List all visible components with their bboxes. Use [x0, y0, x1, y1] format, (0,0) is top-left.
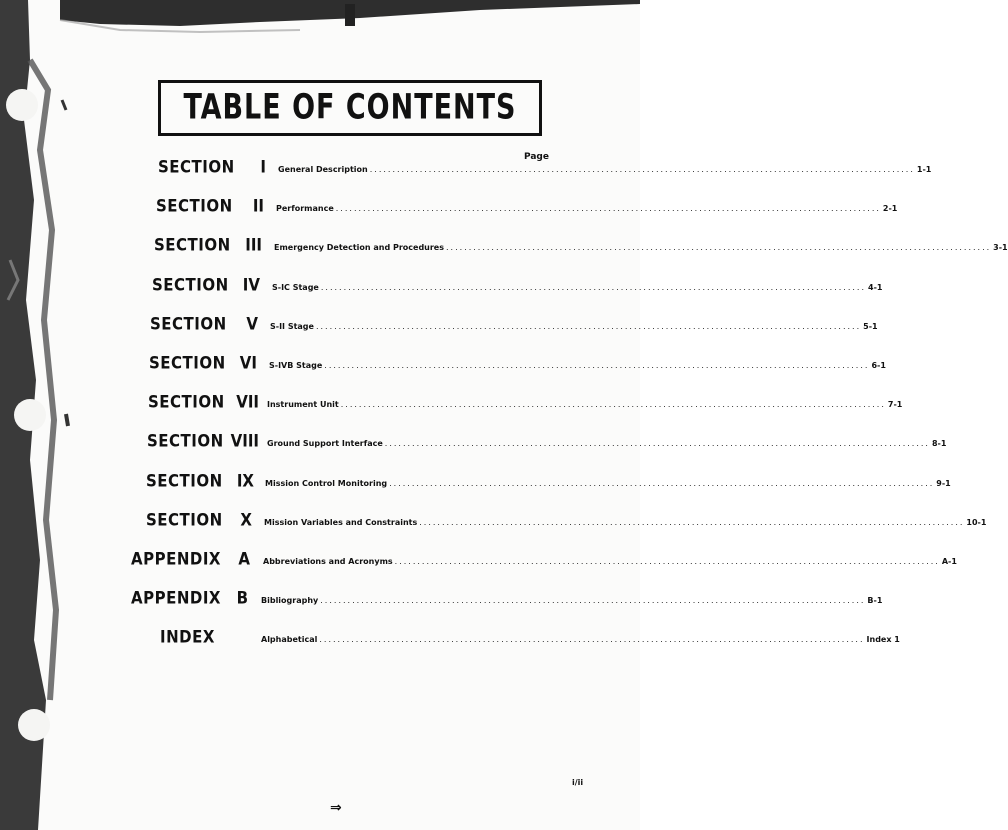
title-box [158, 80, 542, 136]
footer-arrow-mark: ⇒ [330, 800, 342, 816]
toc-entry-page: 7-1 [887, 400, 903, 409]
toc-entry-title: Mission Control Monitoring [265, 479, 388, 488]
toc-entry-kind: SECTION [158, 157, 235, 177]
dot-leader: ........................................................................................................................ [419, 518, 965, 527]
toc-entry-page: 1-1 [916, 165, 932, 174]
toc-entry-page: 2-1 [882, 204, 898, 213]
toc-entry-line [263, 557, 957, 566]
toc-entry-number: IV [242, 275, 260, 295]
toc-entry-number: B [236, 588, 248, 608]
dot-leader: ........................................................................................................................ [340, 400, 886, 409]
toc-entry-kind: SECTION [154, 235, 231, 255]
toc-entry-page: 3-1 [993, 243, 1008, 252]
toc-entry-number: V [246, 314, 258, 334]
toc-entry-number: I [260, 157, 266, 177]
toc-entry-title: Ground Support Interface [267, 439, 383, 448]
dot-leader: ........................................................................................................................ [369, 165, 915, 174]
dot-leader: ........................................................................................................................ [320, 283, 867, 292]
toc-entry-title: Alphabetical [261, 635, 318, 644]
toc-entry-title: Abbreviations and Acronyms [263, 557, 393, 566]
toc-entry-number: X [240, 510, 252, 530]
toc-entry-kind: SECTION [150, 314, 227, 334]
toc-entry-line [276, 204, 898, 213]
toc-entry-page: 8-1 [931, 439, 947, 448]
page-title: TABLE OF CONTENTS [183, 87, 517, 128]
toc-entry-line [265, 479, 951, 488]
dot-leader: ........................................................................................................................ [384, 439, 930, 448]
toc-entry-kind: APPENDIX [131, 549, 221, 569]
dot-leader: ........................................................................................................................ [394, 557, 940, 566]
toc-entry-title: S-II Stage [270, 322, 314, 331]
toc-entry-title: S-IC Stage [272, 283, 319, 292]
toc-entry-title: Instrument Unit [267, 400, 339, 409]
toc-entry-page: B-1 [867, 596, 883, 605]
toc-entry-line [267, 400, 903, 409]
toc-entry-title: Bibliography [261, 596, 319, 605]
page-column-heading: Page [524, 152, 549, 162]
toc-entry-kind: SECTION [147, 431, 224, 451]
toc-entry-line [278, 165, 932, 174]
toc-entry-line [274, 243, 1008, 252]
toc-entry-page: Index 1 [866, 635, 900, 644]
dot-leader: ........................................................................................................................ [324, 361, 870, 370]
toc-entry-title: Performance [276, 204, 334, 213]
toc-entry-title: Emergency Detection and Procedures [274, 243, 444, 252]
toc-entry-page: 10-1 [966, 518, 987, 527]
toc-entry-kind: INDEX [160, 627, 215, 647]
toc-entry-line [264, 518, 987, 527]
dot-leader: ........................................................................................................................ [315, 322, 862, 331]
toc-entry-number: VII [236, 392, 259, 412]
toc-entry-kind: SECTION [146, 510, 223, 530]
toc-entry-number: VIII [230, 431, 259, 451]
dot-leader: ........................................................................................................................ [446, 243, 992, 252]
toc-entry-line [269, 361, 886, 370]
top-edge-shadow [60, 0, 640, 40]
binding-edge-shadow [0, 0, 80, 830]
toc-entry-kind: SECTION [156, 196, 233, 216]
toc-entry-kind: SECTION [149, 353, 226, 373]
footer-page-number: i/ii [572, 778, 584, 787]
toc-entry-line [261, 596, 883, 605]
toc-entry-title: General Description [278, 165, 368, 174]
toc-entry-number: IX [236, 471, 254, 491]
dot-leader: ........................................................................................................................ [389, 479, 935, 488]
toc-entry-kind: SECTION [146, 471, 223, 491]
toc-entry-line [272, 283, 883, 292]
toc-entry-line [267, 439, 947, 448]
toc-entry-kind: SECTION [148, 392, 225, 412]
dot-leader: ........................................................................................................................ [319, 635, 865, 644]
toc-entry-page: 6-1 [871, 361, 886, 370]
toc-entry-line [270, 322, 878, 331]
toc-entry-page: 4-1 [868, 283, 883, 292]
toc-entry-line [261, 635, 900, 644]
toc-entry-title: Mission Variables and Constraints [264, 518, 418, 527]
dot-leader: ........................................................................................................................ [335, 204, 881, 213]
toc-entry-kind: APPENDIX [131, 588, 221, 608]
toc-entry-title: S-IVB Stage [269, 361, 323, 370]
dot-leader: ........................................................................................................................ [320, 596, 866, 605]
toc-entry-number: VI [239, 353, 257, 373]
toc-entry-number: II [252, 196, 264, 216]
toc-entry-page: 5-1 [863, 322, 878, 331]
toc-entry-number: A [238, 549, 250, 569]
toc-entry-page: A-1 [941, 557, 957, 566]
toc-entry-kind: SECTION [152, 275, 229, 295]
toc-entry-number: III [245, 235, 262, 255]
toc-entry-page: 9-1 [936, 479, 951, 488]
